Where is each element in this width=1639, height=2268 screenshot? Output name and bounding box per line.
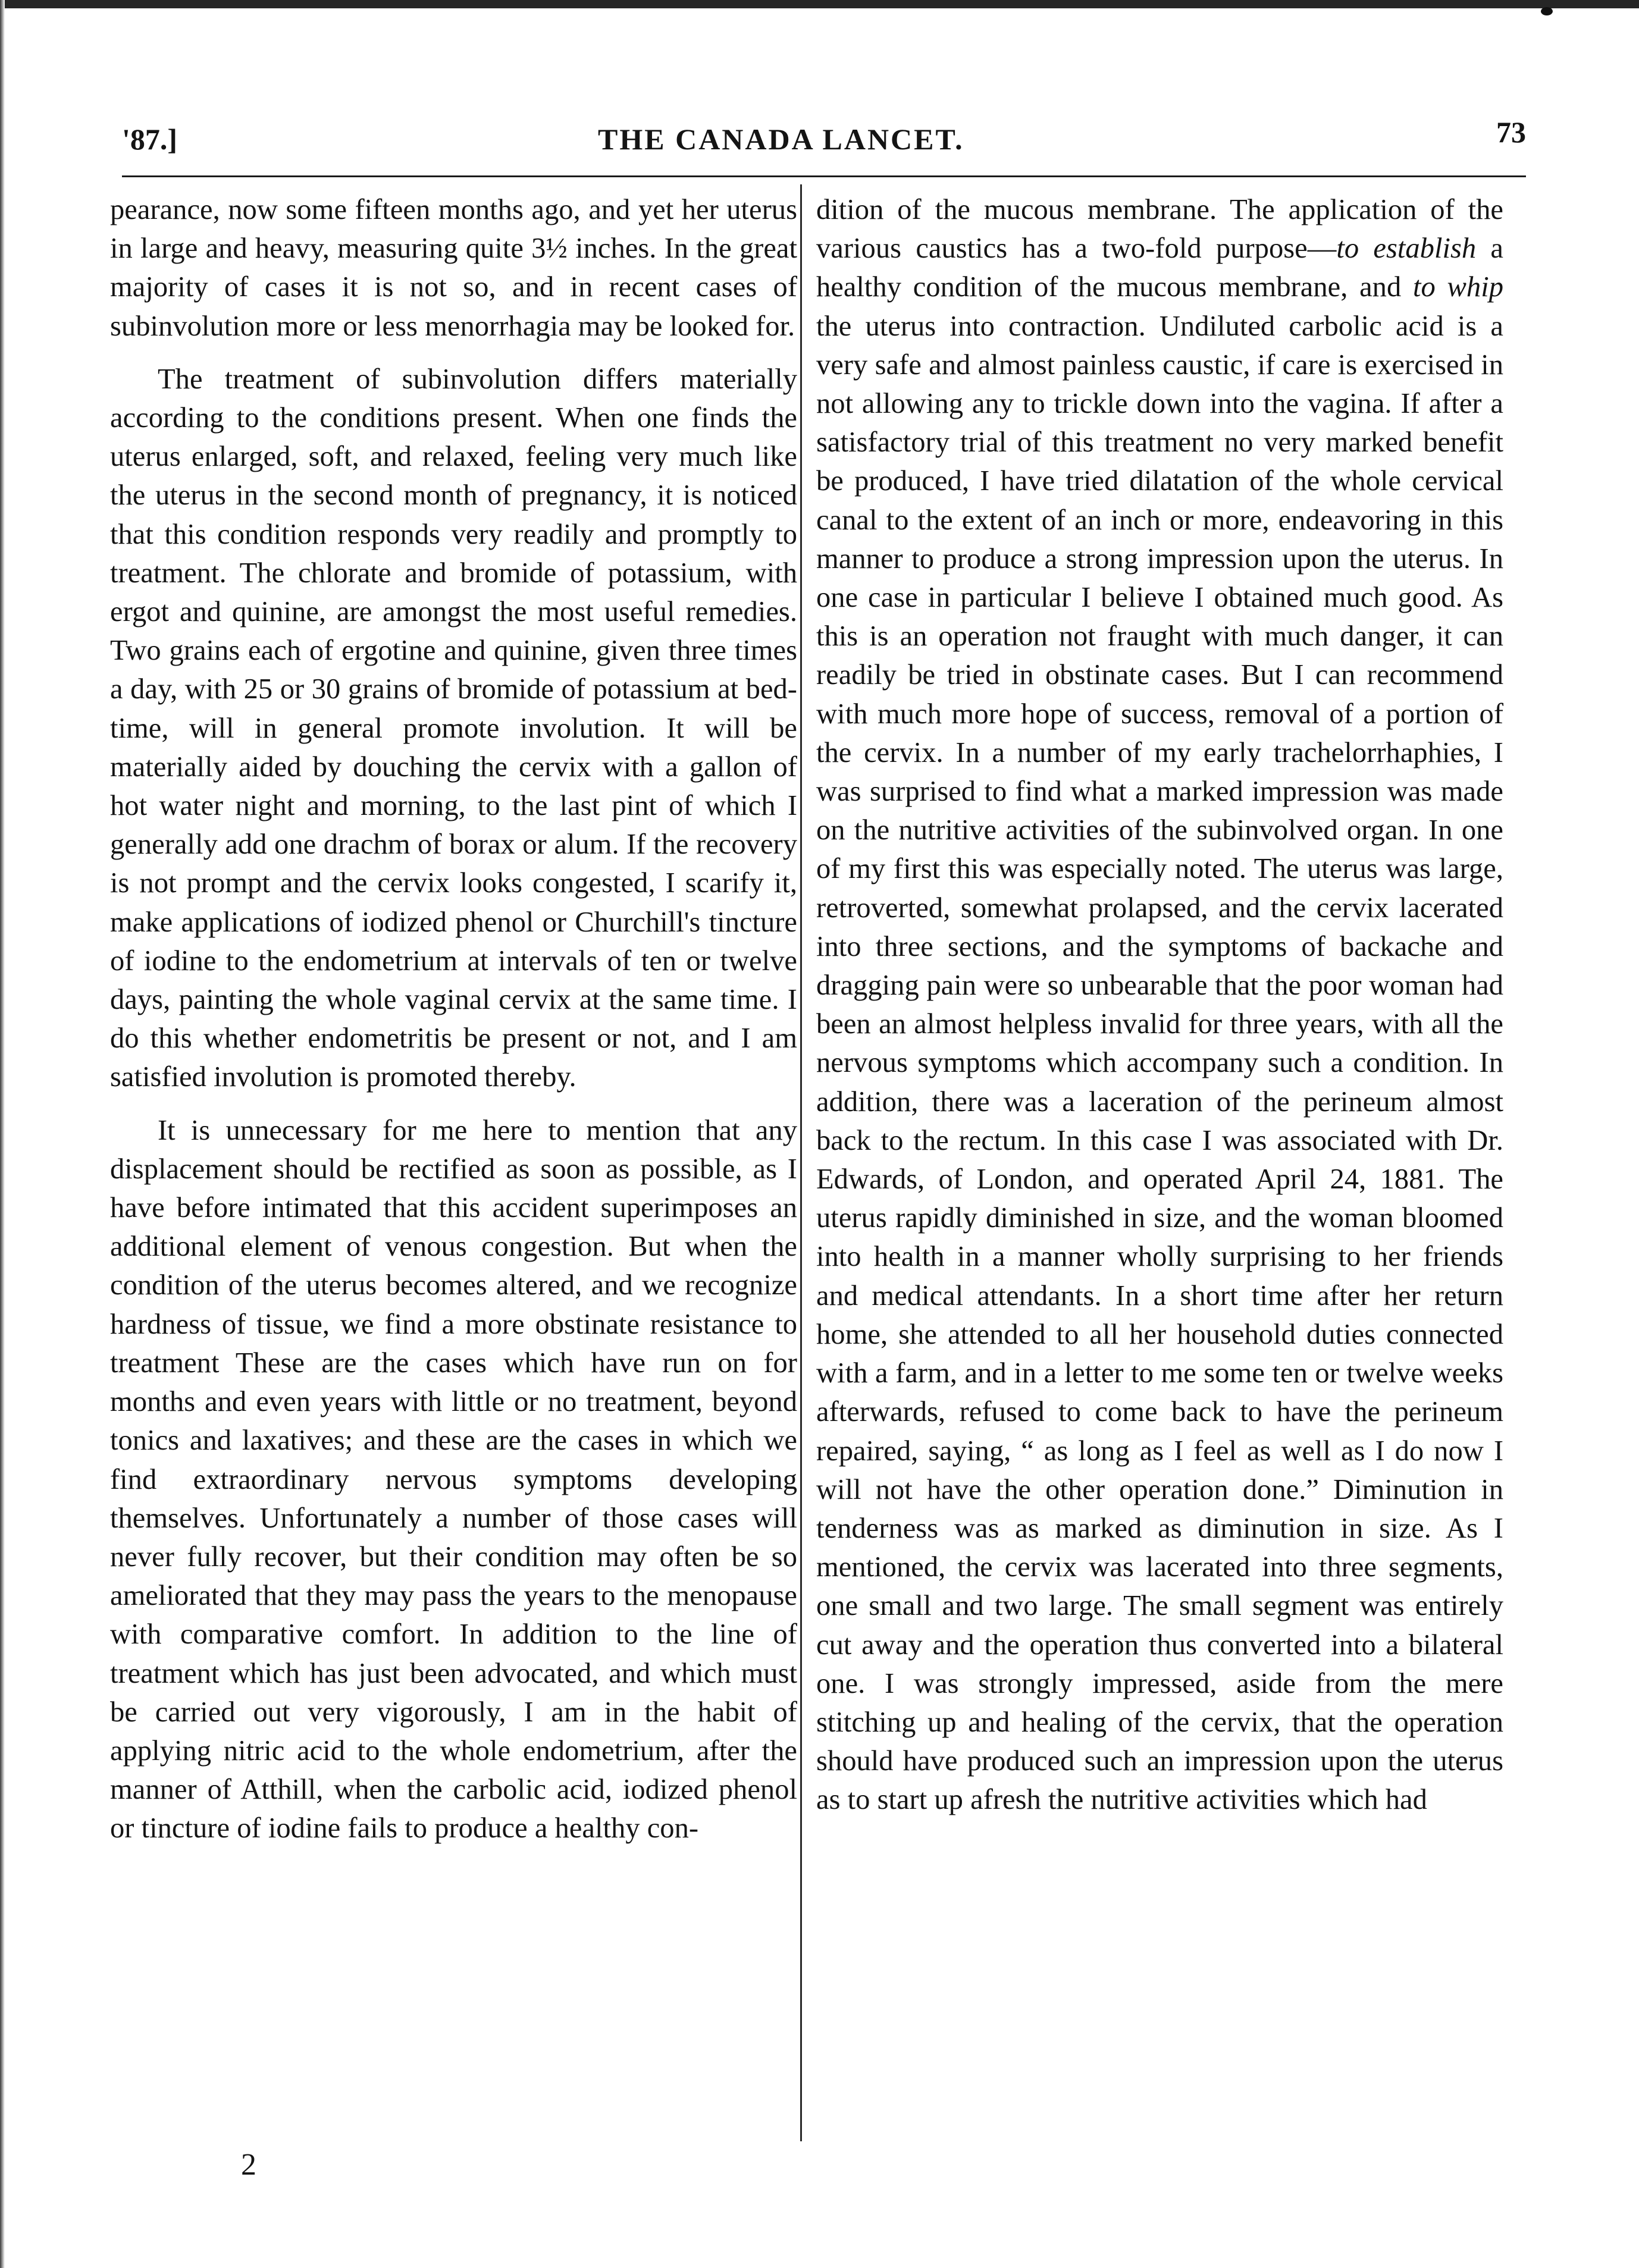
journal-title: THE CANADA LANCET. xyxy=(598,123,964,156)
page-left-edge xyxy=(0,0,5,2268)
page-number: 73 xyxy=(1496,115,1526,149)
signature-mark: 2 xyxy=(241,2148,256,2182)
italic-phrase: to whip xyxy=(1412,271,1504,303)
left-column xyxy=(110,190,797,1848)
ink-spot xyxy=(1541,7,1553,15)
italic-phrase: to establish xyxy=(1336,232,1477,265)
text-run: dition of the mucous membrane. The application of the various caustics has a two-fold purpose— xyxy=(816,193,1503,265)
text-run: the uterus into contraction. Undiluted carbolic acid is a very safe and almost painless caustic, if care is exercised in not allowing any to trickle down into the vagina. If after a satisfactory trial of this treatment no very marked benefit be produced, I have tried dilatation of the whole cervical canal to the extent of an inch or more, endeavoring in this manner to produce a strong impression upon the uterus. In one case in particular I believe I obtained much good. As this is an operation not fraught with much danger, it can readily be tried in obstinate cases. But I can recommend with much more hope of success, removal of a portion of the cervix. In a number of my early trachelorrhaphies, I was surprised to find what a marked impression was made on the nutritive activities of the subinvolved organ. In one of my first this was especially noted. The uterus was large, retroverted, somewhat prolapsed, and the cervix lacerated into three sections, and the symptoms of backache and dragging pain were so unbearable that the poor woman had been an almost helpless invalid for three years, with all the nervous symptoms which accompany such a condition. In addition, there was a laceration of the perineum almost back to the rectum. In this case I was associated with Dr. Edwards, of London, and operated April 24, 1881. The uterus rapidly diminished in size, and the woman bloomed into health in a manner wholly surprising to her friends and medical attendants. In a short time after her return home, she attended to all her household duties connected with a farm, and in a letter to me some ten or twelve weeks afterwards, refused to come back to have the perineum repaired, saying, “ as long as I feel as well as I do now I will not have the other operation done.” Diminution in tenderness was as marked as diminution in size. As I mentioned, the cervix was lacerated into three segments, one small and two large. The small segment was entirely cut away and the operation thus converted into a bilateral one. I was strongly impressed, aside from the mere stitching up and healing of the cervix, that the operation should have produced such an impression upon the uterus as to start up afresh the nutritive activities which had xyxy=(816,309,1503,1816)
page-top-edge xyxy=(0,0,1639,8)
running-head xyxy=(122,115,1526,187)
text-run: a healthy condition of the mucous membrane, and xyxy=(816,232,1504,303)
paragraph-continued: pearance, now some fifteen months ago, and yet her uterus in large and heavy, measuring quite 3½ inches. In the great majority of cases it is not so, and in recent cases of subinvolution more or less menorrhagia may be looked for. xyxy=(110,193,797,342)
right-column xyxy=(816,190,1503,1820)
volume-label: '87.] xyxy=(122,123,178,156)
header-rule xyxy=(122,175,1526,177)
column-divider xyxy=(800,184,802,2141)
paragraph-displacement: It is unnecessary for me here to mention that any displacement should be rectified as soon as possible, as I have before intimated that this accident superimposes an additional element of venous congestion. But when the condition of the uterus becomes altered, and we recognize hardness of tissue, we find a more obstinate resistance to treatment These are the cases which have run on for months and even years with little or no treatment, beyond tonics and laxatives; and these are the cases in which we find extraordinary nervous symptoms developing themselves. Unfortunately a number of those cases will never fully recover, but their condition may often be so ameliorated that they may pass the years to the menopause with comparative comfort. In addition to the line of treatment which has just been advocated, and which must be carried out very vigorously, I am in the habit of applying nitric acid to the whole endometrium, after the manner of Atthill, when the carbolic acid, iodized phenol or tincture of iodine fails to produce a healthy con- xyxy=(110,1113,797,1844)
paragraph-treatment: The treatment of subinvolution differs materially according to the conditions present. When one finds the uterus enlarged, soft, and relaxed, feeling very much like the uterus in the second month of pregnancy, it is noticed that this condition responds very readily and promptly to treatment. The chlorate and bromide of potassium, with ergot and quinine, are amongst the most useful remedies. Two grains each of ergotine and quinine, given three times a day, with 25 or 30 grains of bromide of potassium at bed-time, will in general promote involution. It will be materially aided by douching the cervix with a gallon of hot water night and morning, to the last pint of which I generally add one drachm of borax or alum. If the recovery is not prompt and the cervix looks congested, I scarify it, make applications of iodized phenol or Churchill's tincture of iodine to the endometrium at intervals of ten or twelve days, painting the whole vaginal cervix at the same time. I do this whether endometritis be present or not, and I am satisfied involution is promoted thereby. xyxy=(110,362,797,1093)
paragraph-caustics xyxy=(816,190,1503,1820)
